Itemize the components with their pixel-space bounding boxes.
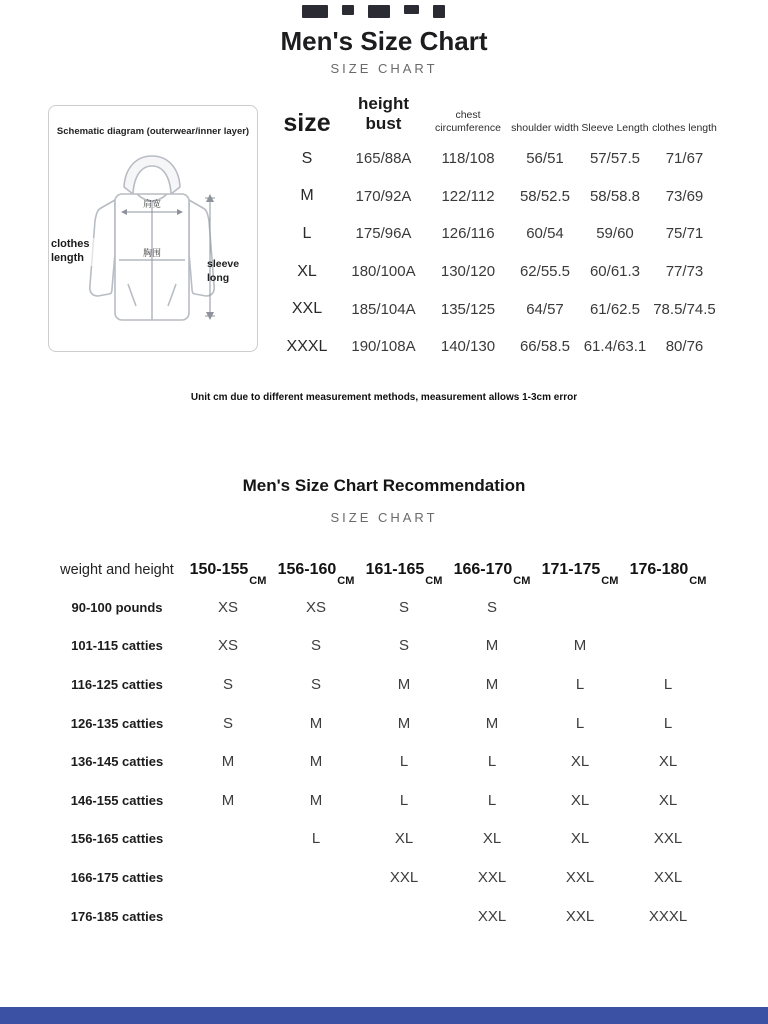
rec-cell: M <box>309 753 323 771</box>
rec-cell <box>184 858 272 897</box>
rec-cell: XXXL <box>648 907 688 925</box>
rec-cell: XS <box>217 637 238 655</box>
size-cell: 135/125 <box>440 300 496 318</box>
rec-cell <box>624 627 712 666</box>
rec-cell: M <box>309 791 323 809</box>
cropped-text-fragment <box>368 5 390 18</box>
size-row-label: XXL <box>291 300 323 318</box>
recommendation-table <box>50 552 712 935</box>
size-row-label: M <box>300 187 314 205</box>
rec-row-label: 116-125 catties <box>71 676 163 692</box>
rec-cell: L <box>663 714 673 732</box>
diagram-caption: Schematic diagram (outerwear/inner layer) <box>56 126 250 137</box>
rec-cell: M <box>573 637 587 655</box>
rec-row-label: 156-165 catties <box>70 831 164 847</box>
size-cell: 170/92A <box>355 187 412 205</box>
size-cell: 180/100A <box>351 263 416 281</box>
height-range-unit: CM <box>513 575 531 587</box>
rec-cell: L <box>399 791 409 809</box>
height-range: 156-160 <box>277 561 337 578</box>
rec-cell: XL <box>394 830 414 848</box>
rec-cell: L <box>575 714 585 732</box>
size-cell: 75/71 <box>665 225 704 243</box>
height-range-unit: CM <box>689 575 707 587</box>
rec-corner-label: weight and height <box>60 562 174 578</box>
rec-column-header <box>624 552 712 588</box>
clothes-length-label: clothes length <box>51 238 103 266</box>
size-cell: 80/76 <box>665 338 704 356</box>
height-range-unit: CM <box>337 575 355 587</box>
rec-cell: S <box>486 598 497 616</box>
size-cell: 61/62.5 <box>589 300 641 318</box>
rec-cell: XXL <box>653 868 683 886</box>
size-table-header-size: size <box>283 109 331 137</box>
size-cell: 58/58.8 <box>589 187 641 205</box>
rec-cell <box>624 588 712 627</box>
size-cell: 71/67 <box>665 150 704 168</box>
rec-cell: XL <box>658 791 678 809</box>
size-cell: 57/57.5 <box>589 150 641 168</box>
rec-cell: M <box>397 675 411 693</box>
size-cell: 126/116 <box>441 225 495 243</box>
footer-accent-bar <box>0 1007 768 1024</box>
rec-cell: S <box>222 675 233 693</box>
rec-column-header <box>360 552 448 588</box>
size-cell: 66/58.5 <box>519 338 571 356</box>
rec-cell <box>184 897 272 936</box>
size-cell: 77/73 <box>665 263 704 281</box>
rec-cell: XXL <box>565 868 595 886</box>
size-table-header-shoulder: shoulder width <box>511 121 579 134</box>
size-cell: 64/57 <box>526 300 564 318</box>
rec-row-label: 101-115 catties <box>71 638 163 654</box>
rec-cell: L <box>399 753 409 771</box>
height-range: 171-175 <box>541 561 601 578</box>
size-row-label: S <box>301 149 313 167</box>
rec-cell: XL <box>570 753 590 771</box>
size-cell: 190/108A <box>351 338 416 356</box>
rec-cell <box>272 858 360 897</box>
rec-row-label: 90-100 pounds <box>71 599 163 615</box>
rec-cell: XXL <box>477 907 507 925</box>
rec-cell: M <box>397 714 411 732</box>
rec-cell: M <box>221 753 235 771</box>
size-cell: 60/54 <box>526 225 564 243</box>
size-cell: 130/120 <box>440 263 496 281</box>
rec-cell: M <box>485 675 499 693</box>
cropped-text-fragment <box>302 5 445 19</box>
recommendation-title: Men's Size Chart Recommendation <box>242 476 526 495</box>
rec-row-label: 126-135 catties <box>70 715 164 731</box>
size-row-label: XXXL <box>286 337 328 355</box>
rec-cell <box>272 897 360 936</box>
page-subtitle: SIZE CHART <box>330 61 438 76</box>
rec-cell: XL <box>570 830 590 848</box>
rec-cell: M <box>485 714 499 732</box>
height-range-unit: CM <box>601 575 619 587</box>
cropped-text-fragment <box>302 5 328 18</box>
size-cell: 122/112 <box>441 187 495 205</box>
rec-cell: M <box>309 714 323 732</box>
shoulder-width-cn-label: 肩宽 <box>142 199 162 209</box>
cropped-text-fragment <box>404 5 419 14</box>
rec-cell: S <box>310 675 321 693</box>
rec-column-header <box>536 552 624 588</box>
height-range-unit: CM <box>425 575 443 587</box>
rec-cell: XXL <box>477 868 507 886</box>
size-row-label: L <box>302 224 312 242</box>
rec-cell: XL <box>570 791 590 809</box>
size-table <box>274 96 720 366</box>
size-cell: 118/108 <box>441 150 495 168</box>
size-cell: 140/130 <box>440 338 496 356</box>
rec-cell: XL <box>658 753 678 771</box>
size-cell: 56/51 <box>526 150 564 168</box>
rec-cell: L <box>575 675 585 693</box>
size-cell: 185/104A <box>351 300 416 318</box>
page-title: Men's Size Chart <box>280 26 488 56</box>
rec-cell <box>536 588 624 627</box>
recommendation-subtitle: SIZE CHART <box>330 510 438 525</box>
height-range: 176-180 <box>629 561 689 578</box>
rec-cell: S <box>310 637 321 655</box>
size-diagram-panel <box>48 105 258 352</box>
rec-row-label: 176-185 catties <box>70 908 164 924</box>
size-cell: 78.5/74.5 <box>653 300 716 318</box>
size-table-header-height-bust: height bust <box>358 94 409 133</box>
unit-note: Unit cm due to different measurement methods, measurement allows 1-3cm error <box>190 392 578 403</box>
size-cell: 58/52.5 <box>519 187 571 205</box>
size-table-header-clothes: clothes length <box>652 121 717 134</box>
size-row-label: XL <box>297 262 317 280</box>
size-cell: 60/61.3 <box>589 263 641 281</box>
rec-row-label: 166-175 catties <box>70 869 164 885</box>
size-cell: 61.4/63.1 <box>583 338 647 356</box>
cropped-text-fragment <box>433 5 445 18</box>
rec-cell: XL <box>482 830 502 848</box>
rec-column-header <box>272 552 360 588</box>
rec-cell: S <box>398 637 409 655</box>
rec-cell: S <box>398 598 409 616</box>
rec-cell: L <box>663 675 673 693</box>
rec-row-label: 146-155 catties <box>70 792 164 808</box>
rec-column-header <box>184 552 272 588</box>
cropped-text-fragment <box>342 5 354 15</box>
rec-cell: S <box>222 714 233 732</box>
rec-cell <box>184 820 272 859</box>
rec-cell: L <box>311 830 321 848</box>
height-range: 166-170 <box>453 561 513 578</box>
chest-cn-label: 胸围 <box>142 248 162 258</box>
height-range: 150-155 <box>189 561 249 578</box>
size-cell: 165/88A <box>355 150 412 168</box>
rec-cell: XS <box>217 598 238 616</box>
size-cell: 175/96A <box>355 225 412 243</box>
size-cell: 73/69 <box>665 187 704 205</box>
sleeve-long-label: sleeve long <box>207 258 240 284</box>
size-table-header-sleeve: Sleeve Length <box>581 121 649 134</box>
rec-cell: M <box>221 791 235 809</box>
rec-cell: L <box>487 753 497 771</box>
size-table-header-chest: chest circumference <box>435 108 501 134</box>
height-range-unit: CM <box>249 575 267 587</box>
height-range: 161-165 <box>365 561 425 578</box>
rec-row-label: 136-145 catties <box>70 754 164 770</box>
rec-cell: L <box>487 791 497 809</box>
rec-cell: XXL <box>389 868 419 886</box>
rec-cell: M <box>485 637 499 655</box>
size-cell: 62/55.5 <box>519 263 571 281</box>
rec-cell: XS <box>305 598 326 616</box>
rec-column-header <box>448 552 536 588</box>
rec-cell: XXL <box>565 907 595 925</box>
size-cell: 59/60 <box>596 225 634 243</box>
rec-cell: XXL <box>653 830 683 848</box>
rec-cell <box>360 897 448 936</box>
